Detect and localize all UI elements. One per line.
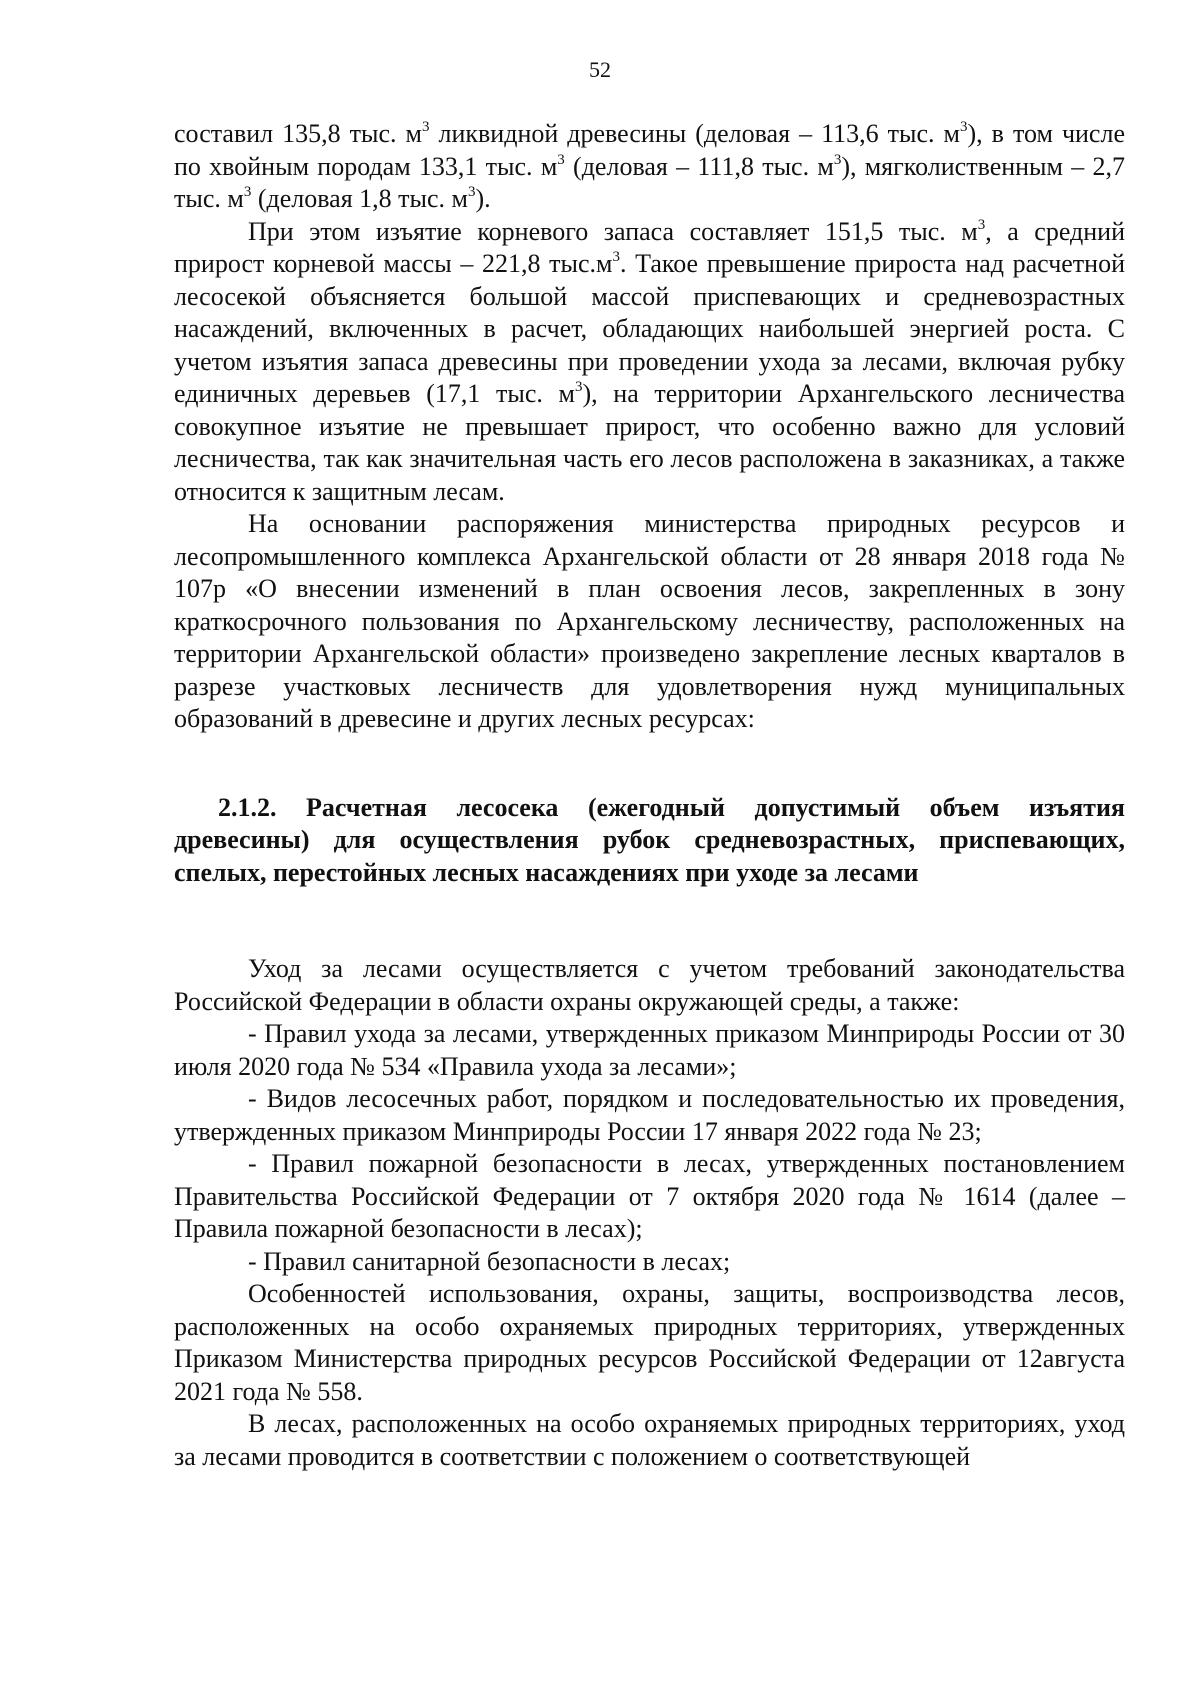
text-run: составил 135,8 тыс. м bbox=[174, 119, 422, 148]
section-heading: 2.1.2. Расчетная лесосека (ежегодный допустимый объем изъятия древесины) для осуществления рубок средневозрастных, приспевающих, спелых, перестойных лесных насаждениях при уходе за лесами bbox=[174, 792, 1125, 887]
superscript-cube: 3 bbox=[468, 184, 476, 200]
paragraph-order: На основании распоряжения министерства природных ресурсов и лесопромышленного комплекса Архангельской области от 28 января 2018 года № 107р «О внесении изменений в план освоения лесов, закрепленных в зону краткосрочного пользования по Архангельскому лесничеству, расположенных на территории Архангельской области» произведено закрепление лесных кварталов в разрезе участковых лесничеств для удовлетворения нужд муниципальных образований в древесине и других лесных ресурсах: bbox=[174, 509, 1125, 733]
text-run: ), на территории Архангельского лесничества совокупное изъятие не превышает прирост, что особенно важно для условий лесничества, так как значительная часть его лесов расположена в заказниках, а также относится к защитным лесам. bbox=[174, 379, 1125, 506]
list-item-logging-works: - Видов лесосечных работ, порядком и последовательностью их проведения, утвержденных приказом Минприроды России 17 января 2022 года № 23; bbox=[174, 1084, 1125, 1146]
paragraph-protected-forests: В лесах, расположенных на особо охраняемых природных территориях, уход за лесами проводится в соответствии с положением о соответствующей bbox=[174, 1409, 1125, 1471]
text-run: . Такое превышение прироста над расчетной лесосекой объясняется большой массой приспевающих и средневозрастных насаждений, включенных в расчет, обладающих наибольшей энергией роста. С учетом изъятия запаса древесины при проведении ухода за лесами, включая рубку единичных деревьев (17,1 тыс. м bbox=[174, 249, 1125, 408]
text-run: ликвидной древесины (деловая – 113,6 тыс. м bbox=[429, 119, 960, 148]
paragraph-wood-volume bbox=[174, 118, 1125, 216]
paragraph-forest-care: Уход за лесами осуществляется с учетом требований законодательства Российской Федерации в области охраны окружающей среды, а также: bbox=[174, 954, 1125, 1016]
superscript-cube: 3 bbox=[557, 151, 565, 168]
list-item-fire-safety: - Правил пожарной безопасности в лесах, утвержденных постановлением Правительства Российской Федерации от 7 октября 2020 года № 1614 (далее – Правила пожарной безопасности в лесах); bbox=[174, 1149, 1125, 1243]
text-run: ), мягколиственным – 2,7 тыс. м bbox=[174, 151, 1125, 213]
superscript-cube: 3 bbox=[833, 151, 842, 168]
text-run: ). bbox=[475, 184, 491, 213]
list-item-sanitary-safety: - Правил санитарной безопасности в лесах; bbox=[248, 1246, 731, 1276]
superscript-cube: 3 bbox=[959, 119, 968, 135]
superscript-cube: 3 bbox=[977, 216, 986, 233]
superscript-cube: 3 bbox=[243, 184, 252, 200]
paragraph-protected-areas: Особенностей использования, охраны, защиты, воспроизводства лесов, расположенных на особо охраняемых природных территориях, утвержденных Приказом Министерства природных ресурсов Российской Федерации от 12августа 2021 года № 558. bbox=[174, 1279, 1125, 1406]
text-run: (деловая – 111,8 тыс. м bbox=[564, 151, 834, 181]
text-run: , а средний прирост корневой массы – 221,8 тыс.м bbox=[174, 216, 1126, 278]
page-number: 52 bbox=[589, 57, 611, 82]
list-item-care-rules: - Правил ухода за лесами, утвержденных приказом Минприроды России от 30 июля 2020 года № 534 «Правила ухода за лесами»; bbox=[174, 1019, 1125, 1081]
paragraph-root-stock bbox=[174, 216, 1125, 509]
text-run: При этом изъятие корневого запаса составляет 151,5 тыс. м bbox=[248, 216, 978, 246]
superscript-cube: 3 bbox=[421, 119, 430, 135]
superscript-cube: 3 bbox=[612, 249, 620, 265]
text-run: (деловая 1,8 тыс. м bbox=[251, 184, 468, 213]
document-body bbox=[174, 118, 1125, 1473]
text-run: ), в том числе по хвойным породам 133,1 тыс. м bbox=[174, 119, 1125, 181]
superscript-cube: 3 bbox=[574, 379, 583, 395]
